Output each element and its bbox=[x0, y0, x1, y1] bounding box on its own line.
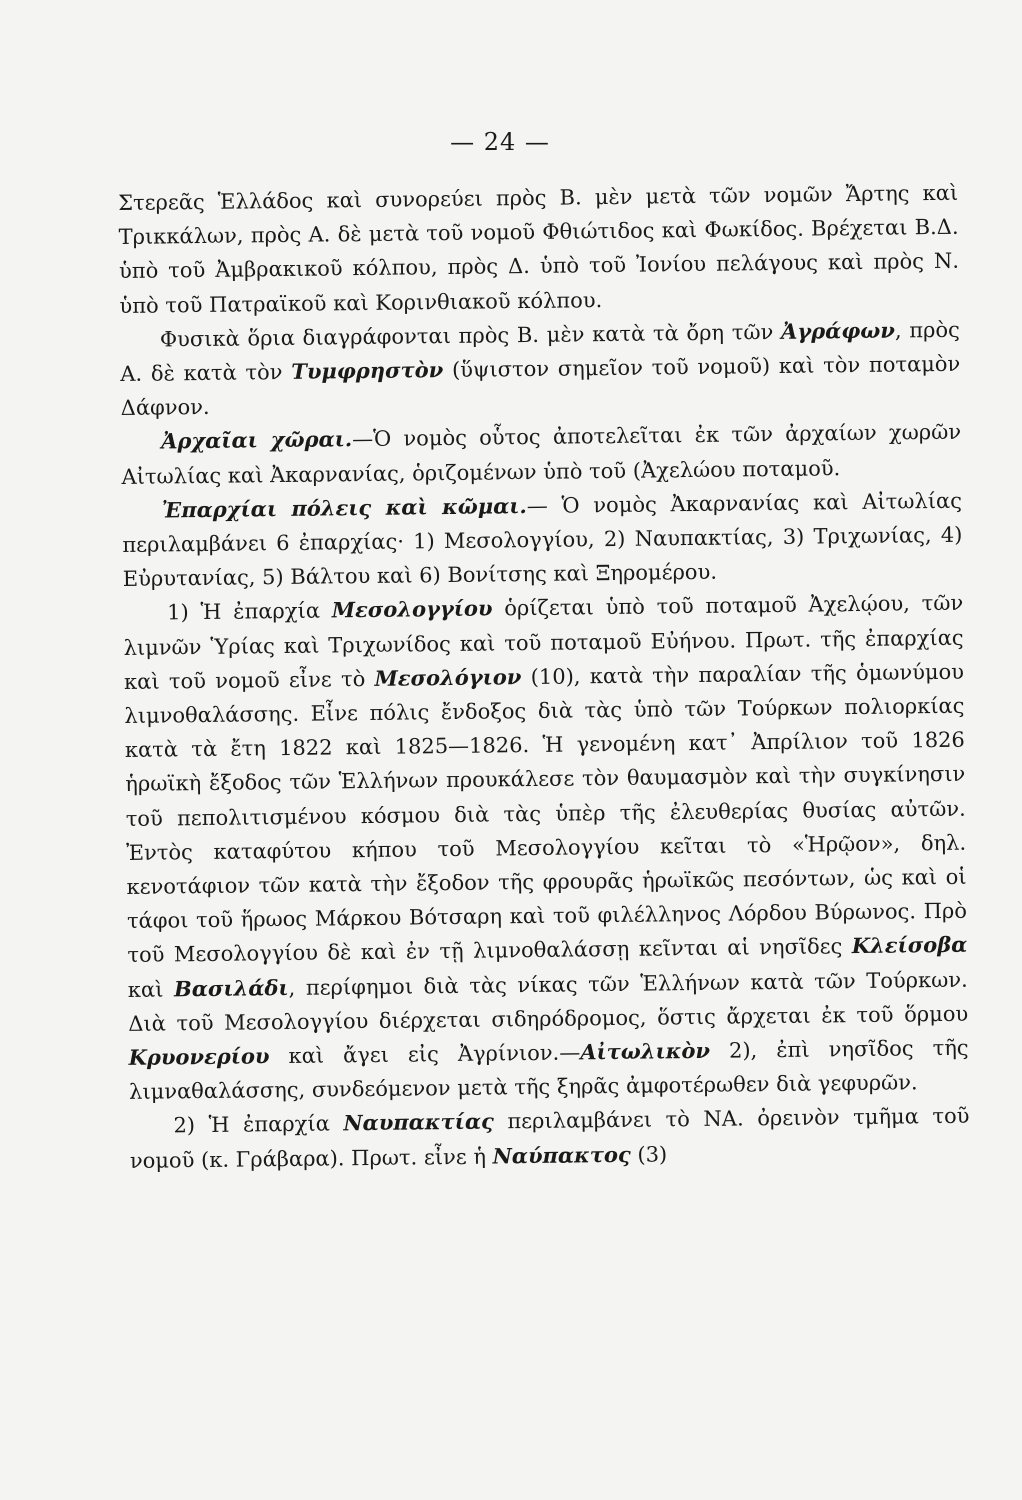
p6-text-1: 2) Ἡ ἐπαρχία bbox=[173, 1111, 344, 1138]
p5-text-4: καὶ bbox=[127, 977, 175, 1002]
p5-text-2: ὁρίζεται ὑπὸ τοῦ ποταμοῦ Ἀχελῴου, τῶν λιμνῶν Ὑρίας καὶ Τριχωνίδος καὶ τοῦ ποταμοῦ Εὐήνου. Πρωτ. τῆς ἐπαρχίας καὶ τοῦ νομοῦ εἶνε τὸ bbox=[123, 591, 964, 694]
p6-text-3: (3) bbox=[630, 1142, 668, 1167]
p5-text-5: , περίφημοι διὰ τὰς νίκας τῶν Ἑλλήνων κατὰ τῶν Τούρκων. Διὰ τοῦ Μεσολογγίου διέρχεται σιδηρόδρομος, ὅστις ἄρχεται ἐκ τοῦ ὅρμου bbox=[128, 967, 969, 1036]
p2-emphasis-tymfristos: Τυμφρηστὸν bbox=[291, 357, 444, 384]
p5-emphasis-vasiladi: Βασιλάδι bbox=[173, 974, 289, 1002]
p5-emphasis-aitolikon: Αἰτωλικὸν bbox=[580, 1037, 711, 1065]
paragraph-6 bbox=[129, 1099, 970, 1178]
p5-emphasis-kleisova: Κλείσοβα bbox=[851, 932, 968, 959]
p2-text-1: Φυσικὰ ὅρια διαγράφονται πρὸς Β. μὲν κατὰ τὰ ὄρη τῶν bbox=[159, 319, 782, 352]
body-text bbox=[118, 176, 970, 1178]
paragraph-1 bbox=[118, 176, 960, 323]
p5-emphasis-mesologion: Μεσολόγιον bbox=[374, 663, 522, 691]
p5-text-1: 1) Ἡ ἐπαρχία bbox=[167, 598, 332, 625]
paragraph-1-text: Στερεᾶς Ἑλλάδος καὶ συνορεύει πρὸς Β. μὲν μετὰ τῶν νομῶν Ἄρτης καὶ Τρικκάλων, πρὸς Α. δὲ μετὰ τοῦ νομοῦ Φθιώτιδος καὶ Φωκίδος. Βρέχεται Β.Δ. ὑπὸ τοῦ Ἀμβρακικοῦ κόλπου, πρὸς Δ. ὑπὸ τοῦ Ἰονίου πελάγους καὶ πρὸς Ν. ὑπὸ τοῦ Πατραϊκοῦ καὶ Κορινθιακοῦ κόλπου. bbox=[118, 180, 960, 318]
paragraph-4 bbox=[122, 484, 963, 597]
p3-text: —Ὁ νομὸς οὗτος ἀποτελεῖται ἐκ τῶν ἀρχαίων χωρῶν Αἰτωλίας καὶ Ἀκαρνανίας, ὁριζομένων ὑπὸ τοῦ (Ἀχελώου ποταμοῦ. bbox=[121, 420, 962, 489]
p6-emphasis-nafpaktos: Ναύπακτος bbox=[492, 1141, 631, 1169]
paragraph-5 bbox=[123, 586, 969, 1109]
p5-emphasis-kryoneriou: Κρυονερίου bbox=[128, 1043, 270, 1071]
p5-text-3: (10), κατὰ τὴν παραλίαν τῆς ὁμωνύμου λιμνοθαλάσσης. Εἶνε πόλις ἔνδοξος διὰ τὰς ὑπὸ τῶν Τούρκων πολιορκίας κατὰ τὰ ἔτη 1822 καὶ 1825—1826. Ἡ γενομένη κατ᾽ Ἀπρίλιον τοῦ 1826 ἡρωϊκὴ ἔξοδος τῶν Ἑλλήνων προυκάλεσε τὸν θαυμασμὸν καὶ τὴν συγκίνησιν τοῦ πεπολιτισμένου κόσμου διὰ τὰς ὑπὲρ τῆς ἐλευθερίας θυσίας αὐτῶν. Ἐντὸς καταφύτου κήπου τοῦ Μεσολογγίου κεῖται τὸ «Ἡρῷον», δηλ. κενοτάφιον τῶν κατὰ τὴν ἔξοδον τῆς φρουρᾶς ἡρωϊκῶς πεσόντων, ὡς καὶ οἱ τάφοι τοῦ ἥρωος Μάρκου Βότσαρη καὶ τοῦ φιλέλληνος Λόρδου Βύρωνος. Πρὸ τοῦ Μεσολογγίου δὲ καὶ ἐν τῇ λιμνοθαλάσσῃ κεῖνται αἱ νησῖδες bbox=[124, 659, 968, 968]
p5-text-6: καὶ ἄγει εἰς Ἀγρίνιον.— bbox=[269, 1040, 581, 1069]
section-heading-provinces: Ἐπαρχίαι πόλεις καὶ κῶμαι. bbox=[161, 492, 527, 523]
paragraph-2 bbox=[120, 313, 961, 426]
p6-text-2: περιλαμβάνει τὸ ΝΑ. ὀρεινὸν τμῆμα τοῦ νομοῦ (κ. Γράβαρα). Πρωτ. εἶνε ἡ bbox=[129, 1104, 970, 1173]
section-heading-ancient-lands: Ἀρχαῖαι χῶραι. bbox=[160, 426, 353, 454]
p2-emphasis-agrafa: Ἀγράφων bbox=[780, 317, 896, 344]
p5-emphasis-mesolongiou: Μεσολογγίου bbox=[331, 595, 493, 623]
p6-emphasis-nafpaktias: Ναυπακτίας bbox=[343, 1108, 494, 1136]
page-number: — 24 — bbox=[450, 128, 550, 156]
p4-text: — Ὁ νομὸς Ἀκαρνανίας καὶ Αἰτωλίας περιλαμβάνει 6 ἐπαρχίας· 1) Μεσολογγίου, 2) Ναυπακτίας, 3) Τριχωνίας, 4) Εὐρυτανίας, 5) Βάλτου καὶ 6) Βονίτσης καὶ Ξηρομέρου. bbox=[122, 488, 963, 592]
paragraph-3 bbox=[121, 415, 962, 494]
p2-text-2: , πρὸς Α. δὲ κατὰ τὸν bbox=[120, 317, 960, 387]
p5-text-7: 2), ἐπὶ νησῖδος τῆς λιμναθαλάσσης, συνδεόμενον μετὰ τῆς ξηρᾶς ἀμφοτέρωθεν διὰ γεφυρῶν. bbox=[128, 1035, 969, 1105]
p2-text-3: (ὕψιστον σημεῖον τοῦ νομοῦ) καὶ τὸν ποταμὸν Δάφνον. bbox=[120, 351, 961, 421]
